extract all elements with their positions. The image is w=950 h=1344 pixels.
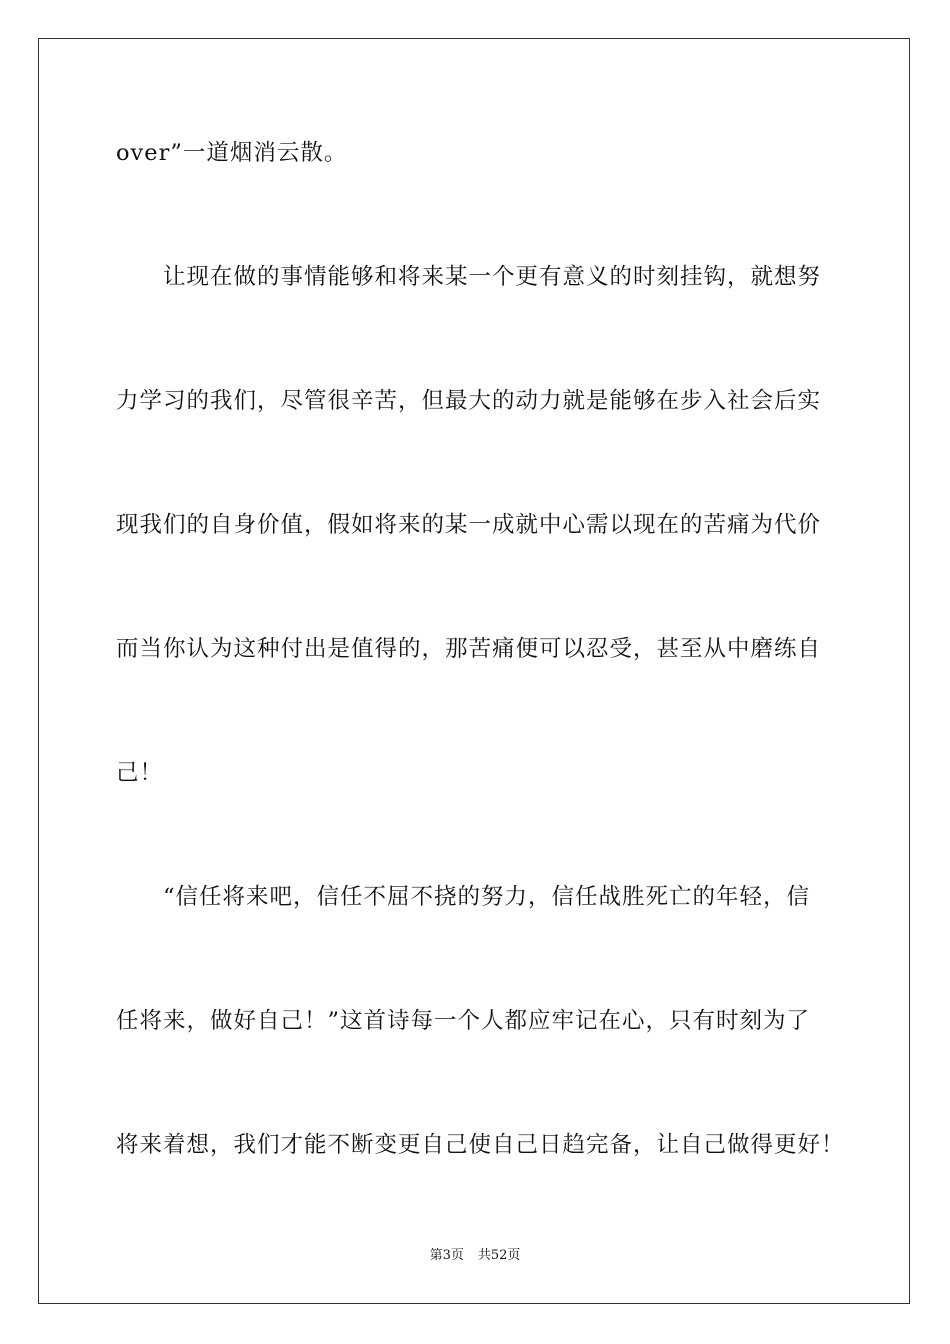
current-page-label: 第3页 xyxy=(429,1248,464,1263)
page-footer xyxy=(0,1246,950,1266)
text-line-8: 任将来，做好自己！”这首诗每一个人都应牢记在心，只有时刻为了 xyxy=(116,1008,811,1034)
text-line-2: 让现在做的事情能够和将来某一个更有意义的时刻挂钩，就想努 xyxy=(116,264,822,290)
text-line-9: 将来着想，我们才能不断变更自己使自己日趋完备，让自己做得更好！ xyxy=(116,1132,845,1158)
text-line-4: 现我们的自身价值，假如将来的某一成就中心需以现在的苦痛为代价 xyxy=(116,512,822,538)
text-line-6: 己！ xyxy=(116,760,164,786)
text-line-7: “信任将来吧，信任不屈不挠的努力，信任战胜死亡的年轻，信 xyxy=(116,884,811,910)
total-pages-label: 共52页 xyxy=(477,1248,521,1263)
page-border xyxy=(38,38,910,1304)
text-line-5: 而当你认为这种付出是值得的，那苦痛便可以忍受，甚至从中磨练自 xyxy=(116,636,822,662)
text-line-3: 力学习的我们，尽管很辛苦，但最大的动力就是能够在步入社会后实 xyxy=(116,388,822,414)
text-line-1: over”一道烟消云散。 xyxy=(116,140,348,166)
